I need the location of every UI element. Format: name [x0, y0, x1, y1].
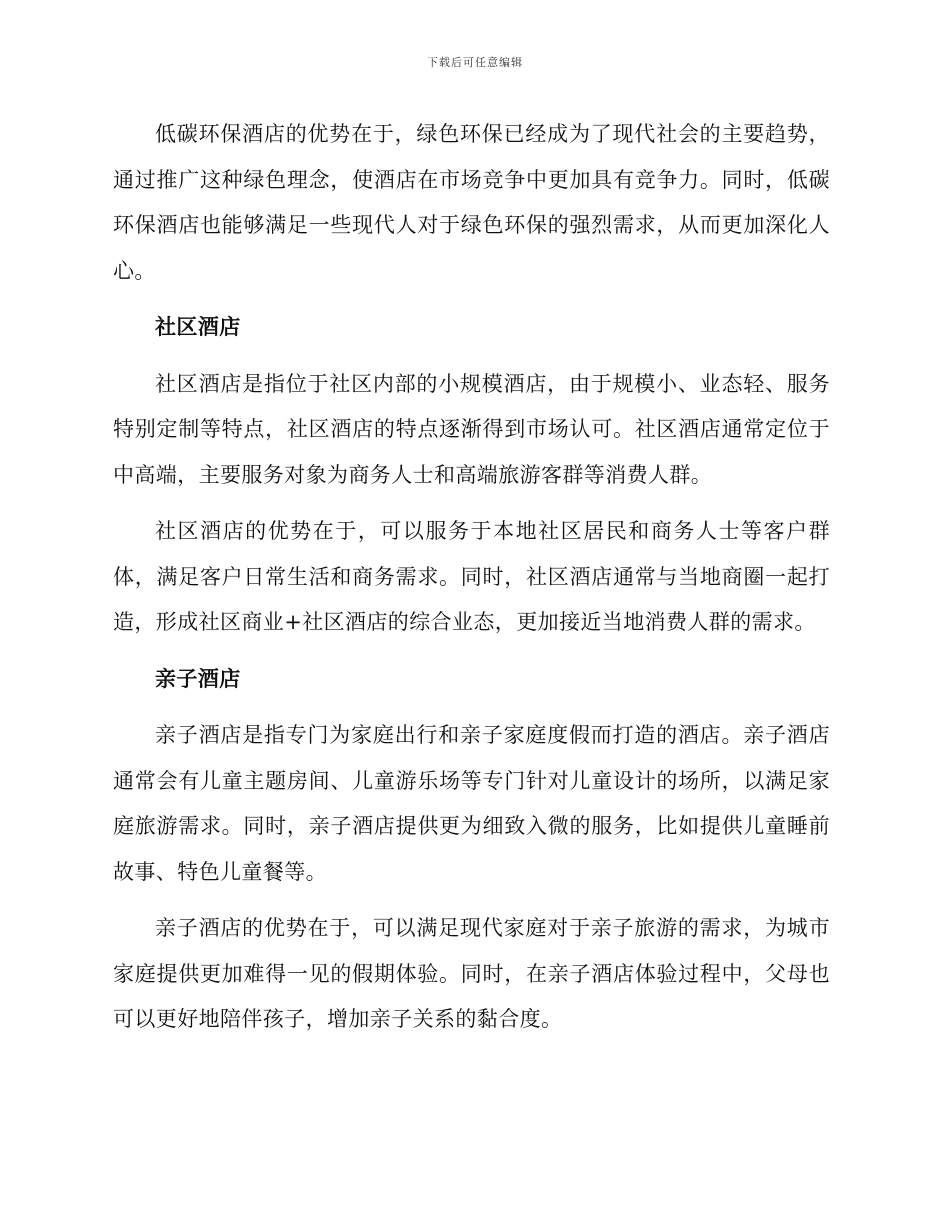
paragraph-community-hotel-advantage: 社区酒店的优势在于，可以服务于本地社区居民和商务人士等客户群体，满足客户日常生活和商务需求。同时，社区酒店通常与当地商圈一起打造，形成社区商业+社区酒店的综合业态，更加接近当地消费人群的需求。 — [113, 519, 830, 634]
page-header-text: 下载后可任意编辑 — [427, 56, 523, 69]
section-heading-family-hotel: 亲子酒店 — [155, 666, 241, 691]
paragraph-low-carbon-advantage: 低碳环保酒店的优势在于，绿色环保已经成为了现代社会的主要趋势，通过推广这种绿色理念，使酒店在市场竞争中更加具有竞争力。同时，低碳环保酒店也能够满足一些现代人对于绿色环保的强烈需求，从而更加深化人心。 — [113, 122, 830, 283]
document-body — [113, 112, 830, 1054]
paragraph-community-hotel-definition: 社区酒店是指位于社区内部的小规模酒店，由于规模小、业态轻、服务特别定制等特点，社区酒店的特点逐渐得到市场认可。社区酒店通常定位于中高端，主要服务对象为商务人士和高端旅游客群等消费人群。 — [113, 371, 830, 487]
paragraph-family-hotel-definition: 亲子酒店是指专门为家庭出行和亲子家庭度假而打造的酒店。亲子酒店通常会有儿童主题房间、儿童游乐场等专门针对儿童设计的场所，以满足家庭旅游需求。同时，亲子酒店提供更为细致入微的服务，比如提供儿童睡前故事、特色儿童餐等。 — [113, 723, 830, 884]
section-heading-community-hotel: 社区酒店 — [155, 315, 241, 339]
paragraph-family-hotel-advantage: 亲子酒店的优势在于，可以满足现代家庭对于亲子旅游的需求，为城市家庭提供更加难得一见的假期体验。同时，在亲子酒店体验过程中，父母也可以更好地陪伴孩子，增加亲子关系的黏合度。 — [113, 916, 830, 1031]
